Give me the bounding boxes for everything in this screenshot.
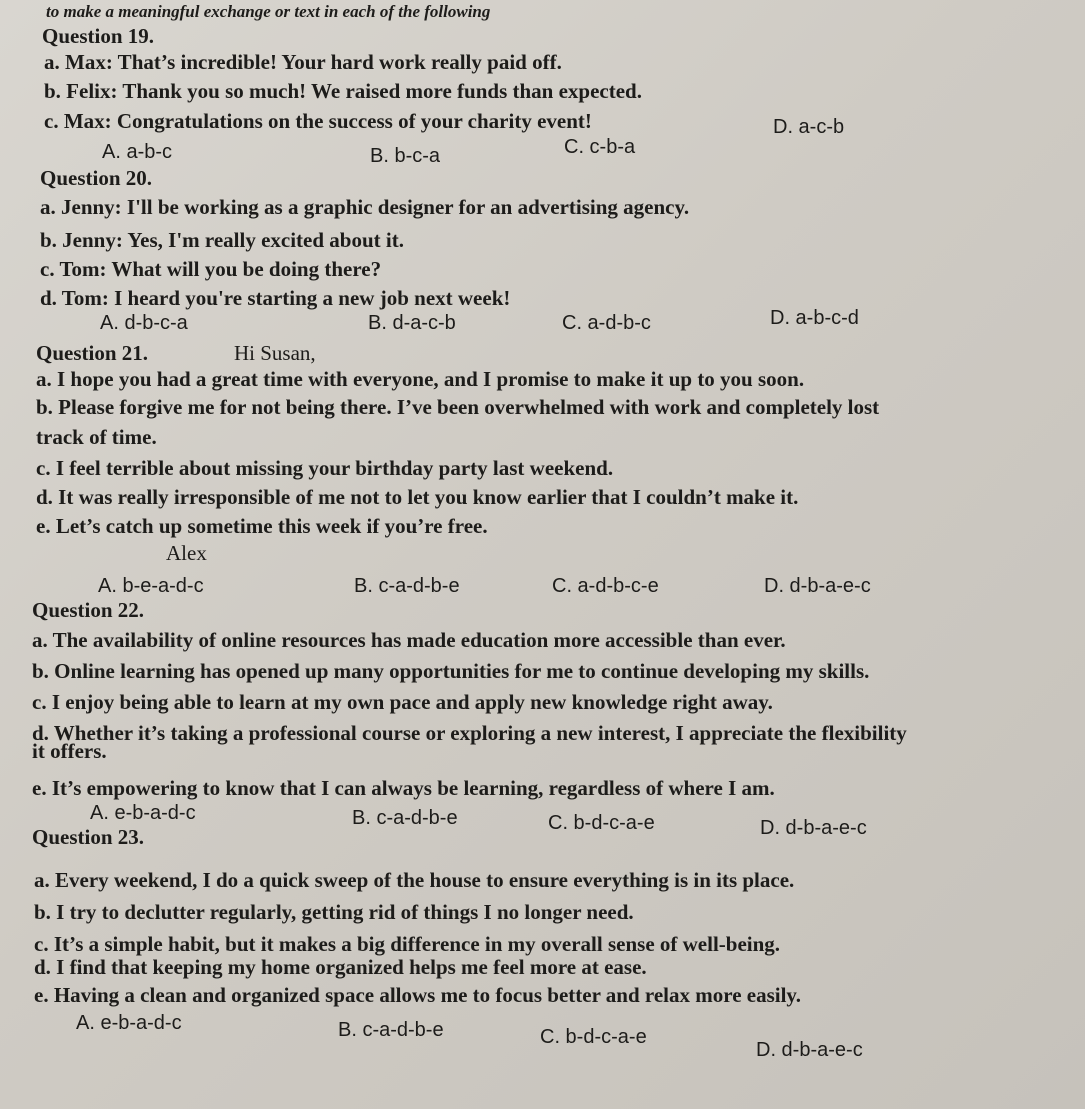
question-line: c. I enjoy being able to learn at my own pace and apply new knowledge right away. (32, 690, 773, 714)
option-a[interactable]: A. d-b-c-a (100, 312, 188, 334)
question-title: Question 21. (36, 341, 149, 365)
question-line: a. I hope you had a great time with everyone, and I promise to make it up to you soon. (36, 367, 805, 391)
question-line: c. I feel terrible about missing your birthday party last weekend. (36, 456, 614, 480)
question-line: d. I find that keeping my home organized helps me feel more at ease. (34, 955, 647, 979)
question-title: Question 19. (42, 24, 155, 48)
question-line: b. Felix: Thank you so much! We raised more funds than expected. (44, 79, 642, 103)
option-c[interactable]: C. a-d-b-c-e (552, 575, 659, 597)
question-line: b. Online learning has opened up many opportunities for me to continue developing my skills. (32, 659, 870, 683)
question-line: d. Tom: I heard you're starting a new job next week! (40, 286, 511, 310)
question-line: d. It was really irresponsible of me not to let you know earlier that I couldn’t make it. (36, 485, 799, 509)
option-d[interactable]: D. d-b-a-e-c (764, 575, 871, 597)
question-title: Question 20. (40, 166, 153, 190)
option-d[interactable]: D. d-b-a-e-c (760, 817, 867, 839)
option-a[interactable]: A. b-e-a-d-c (98, 575, 204, 597)
question-line: it offers. (32, 739, 107, 763)
question-line: a. Jenny: I'll be working as a graphic designer for an advertising agency. (40, 195, 690, 219)
question-line: b. Jenny: Yes, I'm really excited about it. (40, 228, 404, 252)
option-a[interactable]: A. e-b-a-d-c (76, 1012, 182, 1034)
question-line: c. Max: Congratulations on the success of your charity event! (44, 109, 592, 133)
option-b[interactable]: B. d-a-c-b (368, 312, 456, 334)
option-d[interactable]: D. a-c-b (773, 116, 845, 138)
question-line: a. Max: That’s incredible! Your hard work really paid off. (44, 50, 562, 74)
question-line: e. It’s empowering to know that I can always be learning, regardless of where I am. (32, 776, 775, 800)
question-line: c. Tom: What will you be doing there? (40, 257, 382, 281)
option-b[interactable]: B. c-a-d-b-e (338, 1019, 444, 1041)
option-b[interactable]: B. c-a-d-b-e (352, 807, 458, 829)
question-line: track of time. (36, 425, 157, 449)
header-fragment: to make a meaningful exchange or text in each of the following (46, 2, 491, 21)
option-c[interactable]: C. b-d-c-a-e (548, 812, 655, 834)
question-line: e. Having a clean and organized space allows me to focus better and relax more easily. (34, 983, 802, 1007)
question-line: c. It’s a simple habit, but it makes a big difference in my overall sense of well-being. (34, 932, 781, 956)
option-a[interactable]: A. e-b-a-d-c (90, 802, 196, 824)
option-b[interactable]: B. c-a-d-b-e (354, 575, 460, 597)
option-d[interactable]: D. d-b-a-e-c (756, 1039, 863, 1061)
question-line: b. I try to declutter regularly, getting rid of things I no longer need. (34, 900, 634, 924)
option-c[interactable]: C. a-d-b-c (562, 312, 651, 334)
question-title: Question 23. (32, 825, 145, 849)
question-line: d. Whether it’s taking a professional course or exploring a new interest, I appreciate the flexibility (32, 721, 907, 745)
option-b[interactable]: B. b-c-a (370, 145, 441, 167)
letter-greeting: Hi Susan, (234, 341, 316, 365)
question-line: b. Please forgive me for not being there. I’ve been overwhelmed with work and completely lost (36, 395, 880, 419)
letter-signature: Alex (166, 541, 207, 565)
question-line: a. The availability of online resources has made education more accessible than ever. (32, 628, 786, 652)
option-a[interactable]: A. a-b-c (102, 141, 173, 163)
option-c[interactable]: C. c-b-a (564, 136, 636, 158)
question-title: Question 22. (32, 598, 145, 622)
question-line: e. Let’s catch up sometime this week if you’re free. (36, 514, 488, 538)
option-d[interactable]: D. a-b-c-d (770, 307, 859, 329)
question-line: a. Every weekend, I do a quick sweep of the house to ensure everything is in its place. (34, 868, 795, 892)
option-c[interactable]: C. b-d-c-a-e (540, 1026, 647, 1048)
